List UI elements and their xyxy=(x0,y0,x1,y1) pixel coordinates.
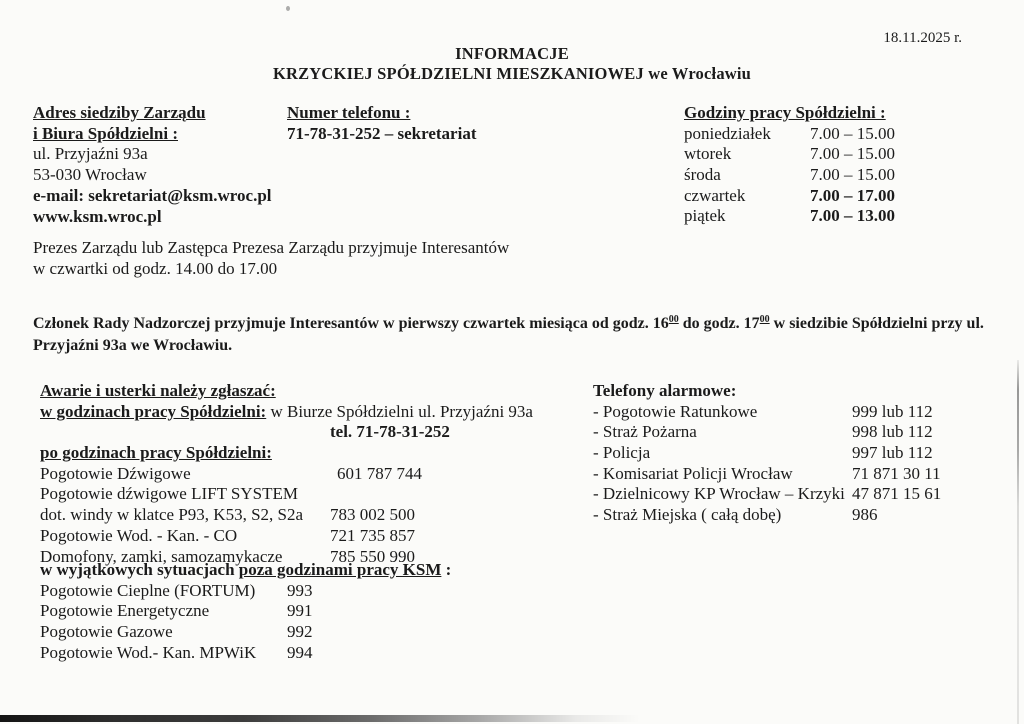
board-note-superscript: 00 xyxy=(668,314,679,325)
board-note-text: Członek Rady Nadzorczej przyjmuje Interesantów w pierwszy czwartek miesiąca od godz. 16 xyxy=(33,315,669,332)
board-note-superscript: 00 xyxy=(759,314,770,325)
scan-edge-line-artifact xyxy=(1017,360,1019,724)
board-note-line2: Przyjaźni 93a we Wrocławiu. xyxy=(33,336,233,354)
emergency-name: - Straż Miejska ( całą dobę) xyxy=(593,505,782,525)
service-name: Pogotowie Wod. - Kan. - CO xyxy=(40,525,238,545)
office-hours-block xyxy=(684,103,924,227)
office-hours-row xyxy=(684,124,924,145)
exceptional-heading-text: w wyjątkowych sytuacjach xyxy=(40,560,239,579)
office-hours-value: 7.00 – 13.00 xyxy=(810,206,895,226)
faults-during-hours-line xyxy=(40,402,533,423)
service-row xyxy=(40,464,533,485)
address-email: e-mail: sekretariat@ksm.wroc.pl xyxy=(33,185,272,205)
emergency-phone: 999 lub 112 xyxy=(852,401,933,421)
board-note xyxy=(33,309,1008,356)
exceptional-phone: 994 xyxy=(287,642,313,662)
exceptional-name: Pogotowie Gazowe xyxy=(40,622,173,642)
emergency-row xyxy=(593,401,933,423)
emergency-row xyxy=(593,505,878,526)
emergency-phone: 998 lub 112 xyxy=(852,422,933,442)
document-title-line2: KRZYCKIEJ SPÓŁDZIELNI MIESZKANIOWEJ we Wrocławiu xyxy=(272,64,752,83)
exceptional-row xyxy=(40,643,451,664)
exceptional-name: Pogotowie Wod.- Kan. MPWiK xyxy=(40,642,257,662)
exceptional-row xyxy=(40,622,451,643)
service-row xyxy=(40,505,533,526)
office-hours-value: 7.00 – 15.00 xyxy=(810,144,895,164)
service-phone: 783 002 500 xyxy=(330,505,415,525)
faults-block xyxy=(40,381,533,567)
faults-after-hours-label: po godzinach pracy Spółdzielni: xyxy=(40,443,272,463)
exceptional-heading xyxy=(40,560,451,581)
phone-block xyxy=(287,103,476,144)
service-name: Domofony, zamki, samozamykacze xyxy=(40,546,283,566)
office-hours-day: środa xyxy=(684,165,721,185)
emergency-name: - Straż Pożarna xyxy=(593,422,697,442)
address-heading-line1: Adres siedziby Zarządu xyxy=(33,103,206,122)
exceptional-name: Pogotowie Cieplne (FORTUM) xyxy=(40,580,256,600)
exceptional-heading-underlined: poza godzinami pracy KSM xyxy=(238,560,442,579)
service-row xyxy=(40,484,533,505)
faults-phone-line xyxy=(40,422,533,443)
service-name: dot. windy w klatce P93, K53, S2, S2a xyxy=(40,505,304,525)
emergency-row xyxy=(593,443,933,464)
exceptional-phone: 992 xyxy=(287,622,313,642)
office-hours-day: czwartek xyxy=(684,185,746,205)
faults-heading: Awarie i usterki należy zgłaszać: xyxy=(40,381,276,400)
address-city: 53-030 Wrocław xyxy=(33,165,147,185)
emergency-row xyxy=(593,422,933,443)
emergency-phone: 47 871 15 61 xyxy=(852,484,942,504)
emergency-row xyxy=(593,463,941,485)
service-phone: 601 787 744 xyxy=(337,463,422,483)
exceptional-phone: 991 xyxy=(287,601,313,621)
emergency-row xyxy=(593,484,942,505)
scan-speck-artifact xyxy=(286,6,290,11)
office-hours-day: poniedziałek xyxy=(684,123,771,143)
president-note-line1: Prezes Zarządu lub Zastępca Prezesa Zarządu przyjmuje Interesantów xyxy=(33,238,510,257)
service-name: Pogotowie dźwigowe LIFT SYSTEM xyxy=(40,484,298,504)
office-hours-row xyxy=(684,186,924,207)
exceptional-phone: 993 xyxy=(287,580,313,600)
emergency-name: - Policja xyxy=(593,443,651,463)
emergency-phone: 71 871 30 11 xyxy=(852,463,941,483)
exceptional-row xyxy=(40,581,451,602)
address-website: www.ksm.wroc.pl xyxy=(33,206,162,226)
emergency-block xyxy=(593,381,942,526)
exceptional-row xyxy=(40,601,451,622)
office-hours-day: wtorek xyxy=(684,144,732,164)
office-hours-value: 7.00 – 15.00 xyxy=(810,123,895,143)
exceptional-block xyxy=(40,560,451,663)
emergency-heading: Telefony alarmowe: xyxy=(593,381,737,400)
president-note-line2: w czwartki od godz. 14.00 do 17.00 xyxy=(33,258,278,278)
scan-bottom-band-artifact xyxy=(0,715,640,722)
emergency-phone: 997 lub 112 xyxy=(852,443,933,463)
emergency-name: - Komisariat Policji Wrocław xyxy=(593,463,793,483)
phone-heading: Numer telefonu : xyxy=(287,103,411,122)
faults-office-phone: tel. 71-78-31-252 xyxy=(330,422,450,442)
service-row xyxy=(40,526,533,547)
board-note-text: do godz. 17 xyxy=(678,315,760,332)
emergency-name: - Pogotowie Ratunkowe xyxy=(593,401,758,421)
office-hours-value: 7.00 – 15.00 xyxy=(810,165,895,185)
service-phone: 785 550 990 xyxy=(330,546,415,566)
office-hours-row xyxy=(684,206,924,227)
document-title-line1: INFORMACJE xyxy=(455,44,569,63)
service-name: Pogotowie Dźwigowe xyxy=(40,463,191,483)
address-heading-line2: i Biura Spółdzielni : xyxy=(33,123,178,143)
document-date: 18.11.2025 r. xyxy=(883,30,962,46)
office-hours-day: piątek xyxy=(684,206,726,226)
emergency-name: - Dzielnicowy KP Wrocław – Krzyki xyxy=(593,484,845,504)
office-hours-value: 7.00 – 17.00 xyxy=(810,185,895,205)
exceptional-name: Pogotowie Energetyczne xyxy=(40,601,210,621)
office-hours-row xyxy=(684,165,924,186)
board-note-text: w siedzibie Spółdzielni przy ul. xyxy=(769,315,984,332)
office-hours-heading: Godziny pracy Spółdzielni : xyxy=(684,103,886,122)
exceptional-heading-colon: : xyxy=(441,560,452,579)
emergency-phone: 986 xyxy=(852,505,878,525)
address-block xyxy=(33,103,272,227)
phone-number: 71-78-31-252 – sekretariat xyxy=(287,123,477,143)
president-note xyxy=(33,238,509,279)
faults-during-hours-label: w godzinach pracy Spółdzielni: xyxy=(40,401,267,421)
service-phone: 721 735 857 xyxy=(330,525,415,545)
office-hours-row xyxy=(684,144,924,165)
address-street: ul. Przyjaźni 93a xyxy=(33,144,148,164)
faults-during-hours-text: w Biurze Spółdzielni ul. Przyjaźni 93a xyxy=(266,401,533,421)
board-note-line1 xyxy=(33,309,1008,335)
